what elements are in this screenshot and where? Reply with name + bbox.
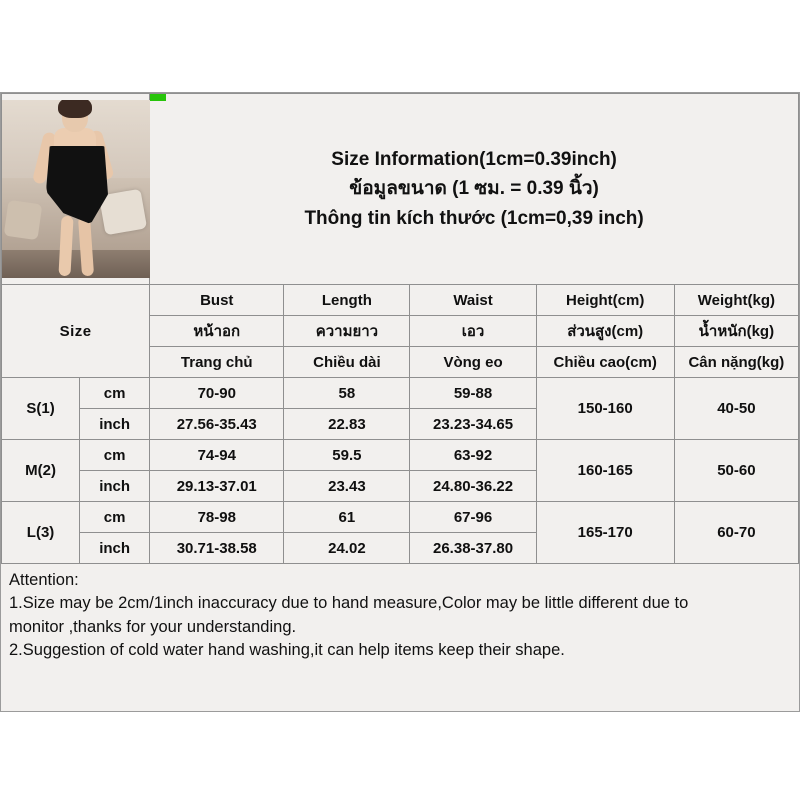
cell-s-inch-waist: 23.23-34.65 (410, 409, 536, 440)
cell-l-cm-waist: 67-96 (410, 502, 536, 533)
table-row (2, 440, 799, 471)
size-information-table (1, 93, 799, 564)
title-row (2, 94, 799, 285)
cell-s-inch-bust: 27.56-35.43 (150, 409, 284, 440)
unit-inch-s: inch (80, 409, 150, 440)
cell-s-height: 150-160 (536, 378, 674, 440)
column-header-weight-en: Weight(kg) (674, 285, 798, 316)
cell-l-inch-bust: 30.71-38.58 (150, 533, 284, 564)
cell-m-cm-length: 59.5 (284, 440, 410, 471)
row-size-label-l: L(3) (2, 502, 80, 564)
table-row (2, 502, 799, 533)
cell-m-cm-waist: 63-92 (410, 440, 536, 471)
column-header-weight-vi: Cân nặng(kg) (674, 347, 798, 378)
column-header-bust-en: Bust (150, 285, 284, 316)
column-header-weight-th: น้ำหนัก(kg) (674, 316, 798, 347)
unit-inch-l: inch (80, 533, 150, 564)
column-header-length-en: Length (284, 285, 410, 316)
photo-model-hair (58, 100, 92, 118)
cell-s-cm-bust: 70-90 (150, 378, 284, 409)
title-line-vi: Thông tin kích thước (1cm=0,39 inch) (304, 207, 644, 229)
unit-cm-s: cm (80, 378, 150, 409)
cell-l-weight: 60-70 (674, 502, 798, 564)
column-header-bust-th: หน้าอก (150, 316, 284, 347)
column-header-height-vi: Chiều cao(cm) (536, 347, 674, 378)
unit-cm-l: cm (80, 502, 150, 533)
unit-inch-m: inch (80, 471, 150, 502)
column-header-height-en: Height(cm) (536, 285, 674, 316)
row-size-label-m: M(2) (2, 440, 80, 502)
column-header-length-th: ความยาว (284, 316, 410, 347)
row-size-label-s: S(1) (2, 378, 80, 440)
attention-line-1a: 1.Size may be 2cm/1inch inaccuracy due to hand measure,Color may be little different due to (9, 594, 689, 613)
product-thumbnail-cell (2, 94, 150, 285)
cell-s-weight: 40-50 (674, 378, 798, 440)
size-chart-sheet (0, 92, 800, 712)
cell-m-weight: 50-60 (674, 440, 798, 502)
cell-l-cm-bust: 78-98 (150, 502, 284, 533)
column-header-bust-vi: Trang chủ (150, 347, 284, 378)
cell-m-inch-waist: 24.80-36.22 (410, 471, 536, 502)
cell-m-cm-bust: 74-94 (150, 440, 284, 471)
attention-block (1, 564, 799, 663)
cell-m-inch-bust: 29.13-37.01 (150, 471, 284, 502)
column-header-waist-en: Waist (410, 285, 536, 316)
header-row-en (2, 285, 799, 316)
photo-floor (2, 250, 150, 278)
cell-m-inch-length: 23.43 (284, 471, 410, 502)
product-photo (2, 100, 150, 278)
column-header-waist-th: เอว (410, 316, 536, 347)
cell-s-inch-length: 22.83 (284, 409, 410, 440)
green-marker-icon (150, 94, 166, 101)
attention-heading: Attention: (9, 571, 79, 589)
attention-line-2: 2.Suggestion of cold water hand washing,it can help items keep their shape. (9, 641, 565, 660)
attention-line-1b: monitor ,thanks for your understanding. (9, 617, 297, 636)
cell-l-inch-length: 24.02 (284, 533, 410, 564)
unit-cm-m: cm (80, 440, 150, 471)
column-header-length-vi: Chiều dài (284, 347, 410, 378)
cell-s-cm-waist: 59-88 (410, 378, 536, 409)
cell-l-cm-length: 61 (284, 502, 410, 533)
title-block (150, 94, 799, 285)
table-row (2, 378, 799, 409)
size-header-label: Size (2, 285, 150, 378)
title-line-en: Size Information(1cm=0.39inch) (331, 148, 617, 170)
photo-pillow-left (4, 200, 43, 240)
cell-m-height: 160-165 (536, 440, 674, 502)
title-line-th: ข้อมูลขนาด (1 ซม. = 0.39 นิ้ว) (349, 178, 599, 200)
column-header-height-th: ส่วนสูง(cm) (536, 316, 674, 347)
cell-l-height: 165-170 (536, 502, 674, 564)
cell-s-cm-length: 58 (284, 378, 410, 409)
column-header-waist-vi: Vòng eo (410, 347, 536, 378)
cell-l-inch-waist: 26.38-37.80 (410, 533, 536, 564)
